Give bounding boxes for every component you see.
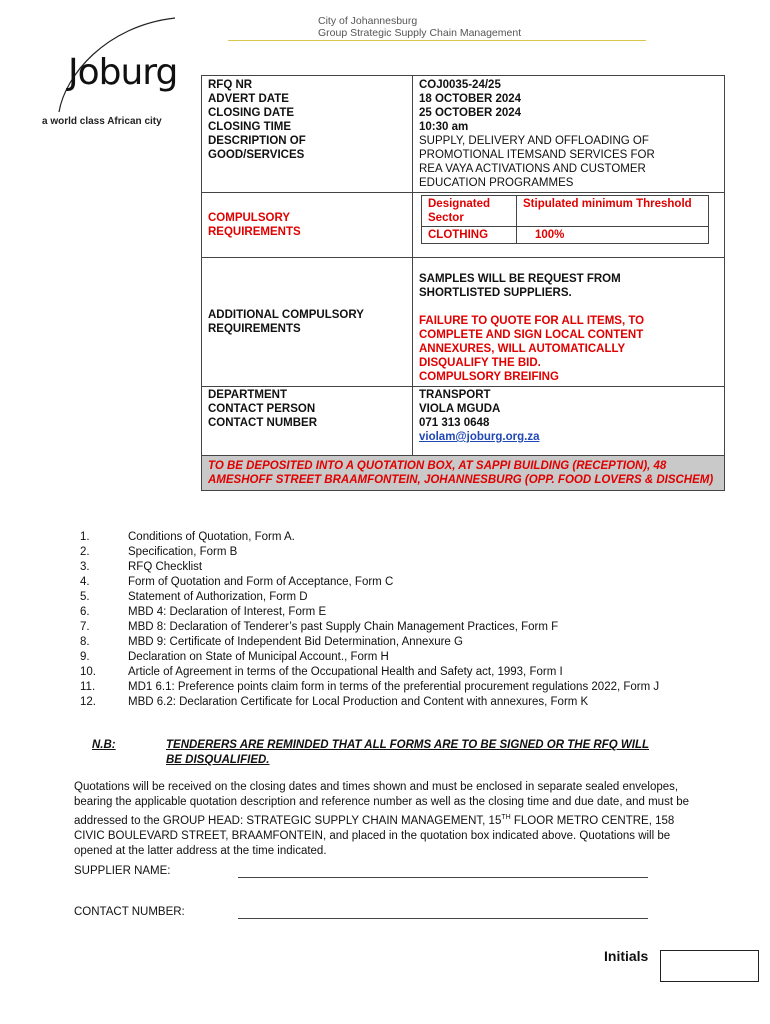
table-row	[202, 258, 725, 387]
contact-number-field-label: CONTACT NUMBER:	[74, 906, 185, 918]
threshold-header: Stipulated minimum Threshold	[517, 196, 709, 227]
list-item-number: 7.	[80, 621, 90, 633]
deposit-note: TO BE DEPOSITED INTO A QUOTATION BOX, AT SAPPI BUILDING (RECEPTION), 48 AMESHOFF STREET BRAAMFONTEIN, JOHANNESBURG (OPP. FOOD LOVERS & DISCHEM)	[208, 460, 714, 486]
table-row	[202, 387, 725, 456]
list-item	[40, 695, 720, 710]
closing-time-label: CLOSING TIME	[208, 121, 292, 133]
list-item-text: Article of Agreement in terms of the Occupational Health and Safety act, 1993, Form I	[128, 666, 563, 678]
list-item-text: MD1 6.1: Preference points claim form in terms of the preferential procurement regulations 2022, Form J	[128, 681, 660, 693]
list-item-number: 2.	[80, 546, 90, 558]
samples-note: SAMPLES WILL BE REQUEST FROM SHORTLISTED SUPPLIERS.	[419, 273, 621, 299]
rfq-nr-label: RFQ NR	[208, 79, 253, 91]
instructions-text-cont: FLOOR METRO CENTRE, 158 CIVIC BOULEVARD STREET, BRAAMFONTEIN, and placed in the quotation box indicated above. Quotations will be opened at the latter address at the time indicated.	[74, 814, 675, 857]
list-item-text: MBD 8: Declaration of Tenderer’s past Supply Chain Management Practices, Form F	[128, 621, 559, 633]
threshold-value: 100%	[517, 227, 709, 244]
list-item-number: 4.	[80, 576, 90, 588]
department-label: DEPARTMENT	[208, 389, 288, 401]
list-item	[40, 635, 720, 650]
table-row	[422, 196, 709, 227]
description-label: DESCRIPTION OF GOOD/SERVICES	[208, 135, 306, 161]
initials-box[interactable]	[660, 950, 759, 982]
logo-tagline: a world class African city	[42, 116, 162, 127]
failure-note: FAILURE TO QUOTE FOR ALL ITEMS, TO COMPLETE AND SIGN LOCAL CONTENT ANNEXURES, WILL AUTOMATICALLY DISQUALIFY THE BID.	[419, 315, 645, 369]
list-item	[40, 680, 720, 695]
list-item-text: MBD 6.2: Declaration Certificate for Local Production and Content with annexures, Form K	[128, 696, 589, 708]
closing-date-value: 25 OCTOBER 2024	[419, 107, 522, 119]
sector-header: Designated Sector	[422, 196, 517, 227]
list-item	[40, 665, 720, 680]
list-item-number: 3.	[80, 561, 90, 573]
list-item	[40, 620, 720, 635]
list-item-number: 5.	[80, 591, 90, 603]
list-item	[40, 560, 720, 575]
supplier-name-line[interactable]	[238, 876, 648, 878]
closing-time-value: 10:30 am	[419, 121, 469, 133]
forms-list	[40, 530, 720, 710]
list-item-number: 8.	[80, 636, 90, 648]
list-item-number: 1.	[80, 531, 90, 543]
sector-value: CLOTHING	[422, 227, 517, 244]
list-item-text: Declaration on State of Municipal Account., Form H	[128, 651, 389, 663]
initials-label: Initials	[604, 948, 649, 964]
list-item	[40, 545, 720, 560]
list-item	[40, 650, 720, 665]
email-link[interactable]: violam@joburg.org.za	[419, 431, 540, 443]
contact-number-label: CONTACT NUMBER	[208, 417, 318, 429]
instructions-superscript: TH	[501, 814, 511, 821]
contact-person-label: CONTACT PERSON	[208, 403, 316, 415]
additional-requirements-label: ADDITIONAL COMPULSORY REQUIREMENTS	[208, 309, 364, 335]
contact-person-value: VIOLA MGUDA	[419, 403, 501, 415]
nb-text: TENDERERS ARE REMINDED THAT ALL FORMS ARE TO BE SIGNED OR THE RFQ WILL BE DISQUALIFIED.	[166, 739, 650, 766]
list-item	[40, 605, 720, 620]
list-item-number: 6.	[80, 606, 90, 618]
department-value: TRANSPORT	[419, 389, 491, 401]
table-row	[422, 227, 709, 244]
header-dept: Group Strategic Supply Chain Management	[318, 27, 522, 39]
list-item-number: 12.	[80, 696, 96, 708]
header-org: City of Johannesburg	[318, 15, 418, 27]
table-row	[202, 456, 725, 491]
list-item-number: 10.	[80, 666, 96, 678]
advert-date-value: 18 OCTOBER 2024	[419, 93, 522, 105]
advert-date-label: ADVERT DATE	[208, 93, 289, 105]
contact-number-value: 071 313 0648	[419, 417, 490, 429]
rfq-nr-value: COJ0035-24/25	[419, 79, 501, 91]
list-item-text: MBD 4: Declaration of Interest, Form E	[128, 606, 327, 618]
submission-instructions	[74, 780, 704, 859]
sector-threshold-table	[421, 195, 709, 244]
nb-label: N.B:	[92, 739, 116, 751]
list-item-text: Statement of Authorization, Form D	[128, 591, 308, 603]
logo-wordmark: Joburg	[68, 52, 178, 93]
description-value: SUPPLY, DELIVERY AND OFFLOADING OF PROMOTIONAL ITEMSAND SERVICES FOR REA VAYA ACTIVATIONS AND CUSTOMER EDUCATION PROGRAMMES	[419, 135, 655, 189]
briefing-note: COMPULSORY BREIFING	[419, 371, 559, 383]
rfq-details-table	[201, 75, 725, 491]
instructions-text: Quotations will be received on the closing dates and times shown and must be enclosed in separate sealed envelopes, bearing the applicable quotation description and reference number as well as the closing time and due date, and must be addressed to the GROUP HEAD: STRATEGIC SUPPLY CHAIN MANAGEMENT, 15	[74, 781, 690, 827]
list-item-text: Form of Quotation and Form of Acceptance, Form C	[128, 576, 394, 588]
table-row	[202, 193, 725, 258]
contact-number-line[interactable]	[238, 917, 648, 919]
table-row	[202, 76, 725, 193]
list-item-text: Conditions of Quotation, Form A.	[128, 531, 295, 543]
list-item-number: 9.	[80, 651, 90, 663]
compulsory-requirements-label: COMPULSORY REQUIREMENTS	[208, 212, 301, 238]
list-item-number: 11.	[80, 681, 96, 693]
list-item	[40, 530, 720, 545]
supplier-name-label: SUPPLIER NAME:	[74, 865, 171, 877]
header-divider	[228, 40, 646, 41]
list-item	[40, 575, 720, 590]
list-item-text: MBD 9: Certificate of Independent Bid Determination, Annexure G	[128, 636, 463, 648]
closing-date-label: CLOSING DATE	[208, 107, 295, 119]
list-item	[40, 590, 720, 605]
list-item-text: Specification, Form B	[128, 546, 238, 558]
list-item-text: RFQ Checklist	[128, 561, 203, 573]
